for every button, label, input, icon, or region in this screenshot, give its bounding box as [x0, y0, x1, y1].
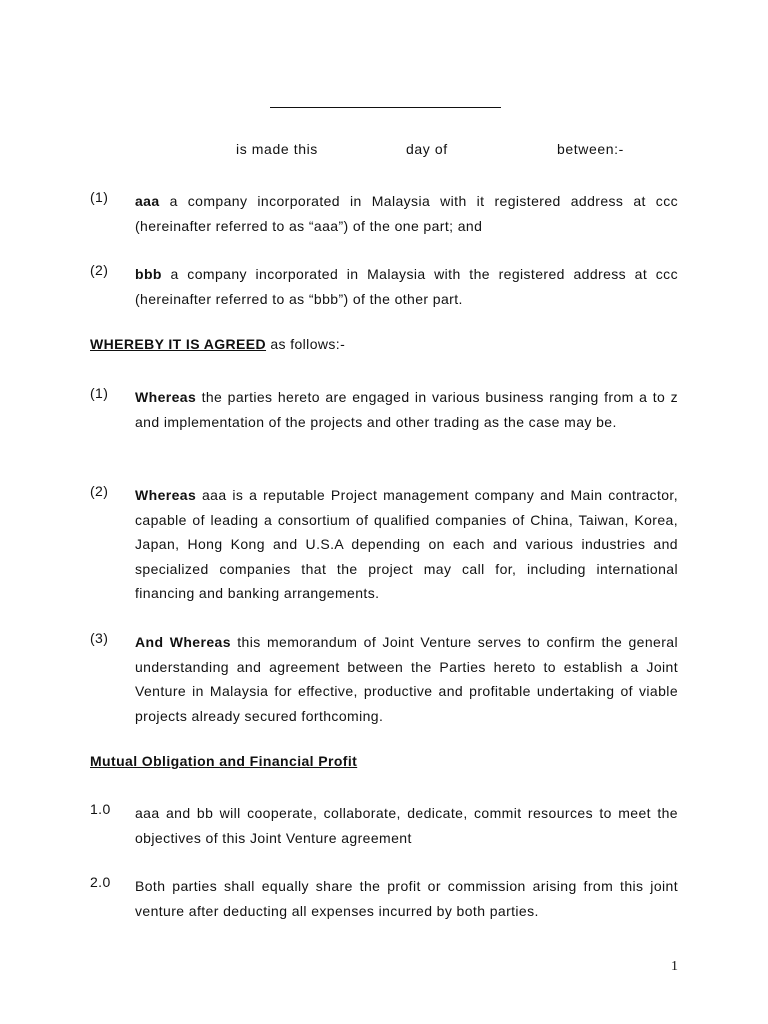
party-number: (2) [90, 262, 109, 278]
recital-number: (2) [90, 483, 109, 499]
recital-text: aaa is a reputable Project management company and Main contractor, capable of leading a consortium of qualified companies of China, Taiwan, Korea, Japan, Hong Kong and U.S.A depending on each and various industries and specialized companies that the project may call for, including international financing and banking arrangements. [135, 487, 678, 602]
recital-text: this memorandum of Joint Venture serves to confirm the general understanding and agreement between the Parties hereto to establish a Joint Venture in Malaysia for effective, productive and profitable undertaking of viable projects already secured forthcoming. [135, 634, 678, 724]
party-text: a company incorporated in Malaysia with the registered address at ccc (hereinafter referred to as “bbb”) of the other part. [135, 266, 678, 307]
party-text: a company incorporated in Malaysia with it registered address at ccc (hereinafter referred to as “aaa”) of the one part; and [135, 193, 678, 234]
page-number: 1 [671, 959, 678, 974]
recital-lead: And Whereas [135, 634, 231, 650]
party-number: (1) [90, 189, 109, 205]
recital-lead: Whereas [135, 389, 197, 405]
section-heading-text: Mutual Obligation and Financial Profit [90, 753, 358, 769]
agreed-heading-rest: as follows:- [266, 336, 346, 352]
section-heading [90, 753, 357, 769]
day-of-text: day of [406, 141, 448, 157]
recital-number: (1) [90, 385, 109, 401]
recital-lead: Whereas [135, 487, 197, 503]
agreed-heading-bold: WHEREBY IT IS AGREED [90, 336, 267, 352]
between-text: between:- [557, 141, 624, 157]
clause-text: aaa and bb will cooperate, collaborate, dedicate, commit resources to meet the objectives of this Joint Venture agreement [135, 805, 678, 846]
clause-number: 2.0 [90, 874, 111, 890]
title-blank-line [270, 107, 501, 108]
made-this-text: is made this [236, 141, 318, 157]
recital-number: (3) [90, 630, 109, 646]
recital-text: the parties hereto are engaged in various business ranging from a to z and implementation of the projects and other trading as the case may be. [135, 389, 678, 430]
party-name: aaa [135, 193, 160, 209]
clause-text: Both parties shall equally share the profit or commission arising from this joint venture after deducting all expenses incurred by both parties. [135, 878, 678, 919]
clause-number: 1.0 [90, 801, 111, 817]
agreed-heading [90, 336, 345, 352]
party-name: bbb [135, 266, 162, 282]
